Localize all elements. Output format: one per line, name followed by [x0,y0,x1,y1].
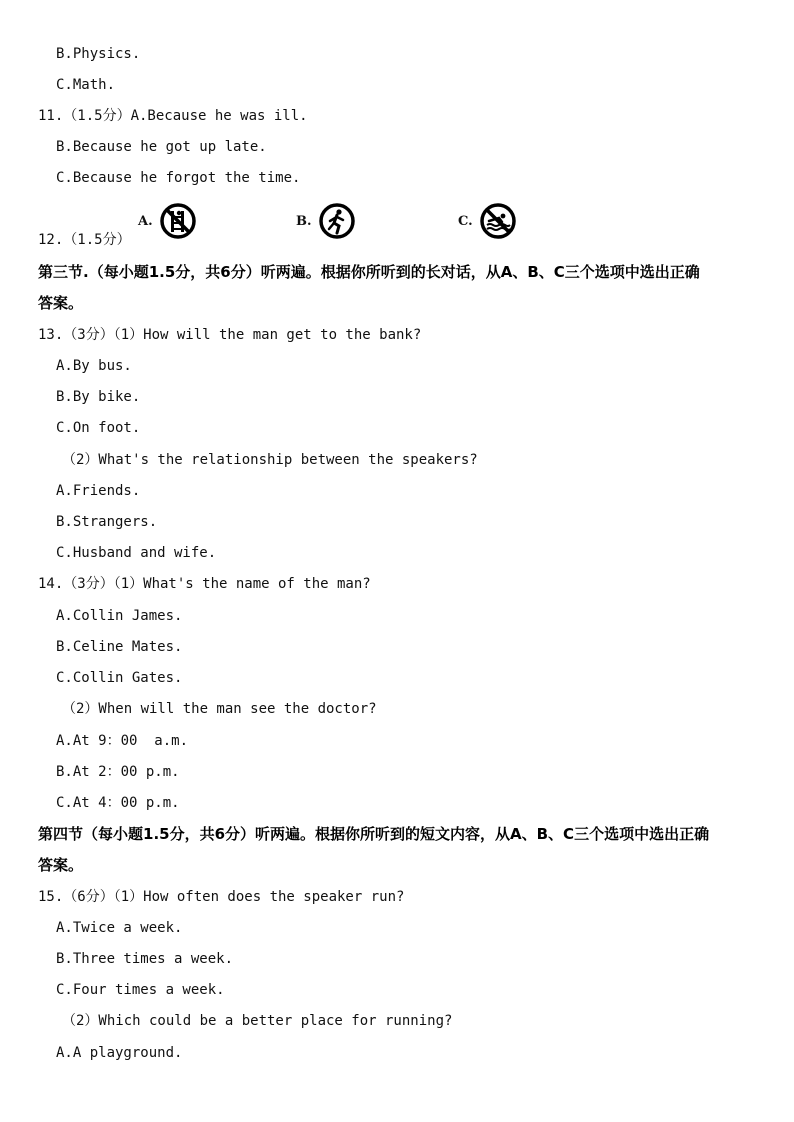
question-14-2-option-c: C.At 4：00 p.m. [56,795,180,811]
question-14: 14.（3分）（1）What's the name of the man? [38,576,371,592]
question-15-2-option-a: A.A playground. [56,1045,183,1061]
section-3-heading-cont: 答案。 [38,294,84,312]
question-13-2-option-b: B.Strangers. [56,514,158,530]
question-12-option-c [458,202,517,240]
question-12-option-b [296,202,356,240]
option-label: A. [138,213,153,229]
question-15-part-2: （2）Which could be a better place for running? [62,1013,453,1029]
question-13-part-2: （2）What's the relationship between the speakers? [62,452,478,468]
question-13: 13.（3分）（1）How will the man get to the bank? [38,327,422,343]
question-12: 12.（1.5分） [38,232,131,248]
question-11-option-b: B.Because he got up late. [56,139,267,155]
question-14-2-option-a: A.At 9：00 a.m. [56,733,189,749]
option-label: C. [458,213,473,229]
question-13-option-c: C.On foot. [56,420,141,436]
question-15-option-c: C.Four times a week. [56,982,225,998]
option-label: B. [296,213,312,229]
question-11-option-c: C.Because he forgot the time. [56,170,301,186]
section-4-heading-cont: 答案。 [38,856,84,874]
question-15: 15.（6分）（1）How often does the speaker run? [38,889,405,905]
question-14-2-option-b: B.At 2：00 p.m. [56,764,180,780]
section-4-heading: 第四节（每小题1.5分，共6分）听两遍。根据你所听到的短文内容，从A、B、C三个选项中选出正确 [38,825,710,843]
no-swimming-sign-icon [479,202,517,240]
question-13-2-option-a: A.Friends. [56,483,141,499]
running-sign-icon [318,202,356,240]
question-14-part-2: （2）When will the man see the doctor? [62,701,377,717]
option-b-physics: B.Physics. [56,46,141,62]
question-11: 11.（1.5分）A.Because he was ill. [38,108,308,124]
question-14-option-a: A.Collin James. [56,608,183,624]
section-3-heading: 第三节.（每小题1.5分，共6分）听两遍。根据你所听到的长对话，从A、B、C三个选项中选出正确 [38,263,700,281]
question-14-option-b: B.Celine Mates. [56,639,183,655]
question-13-option-a: A.By bus. [56,358,132,374]
option-c-math: C.Math. [56,77,116,93]
question-15-option-a: A.Twice a week. [56,920,183,936]
question-15-option-b: B.Three times a week. [56,951,234,967]
question-13-2-option-c: C.Husband and wife. [56,545,217,561]
question-14-option-c: C.Collin Gates. [56,670,183,686]
no-climbing-sign-icon [159,202,197,240]
question-12-option-a [138,202,197,240]
question-13-option-b: B.By bike. [56,389,141,405]
